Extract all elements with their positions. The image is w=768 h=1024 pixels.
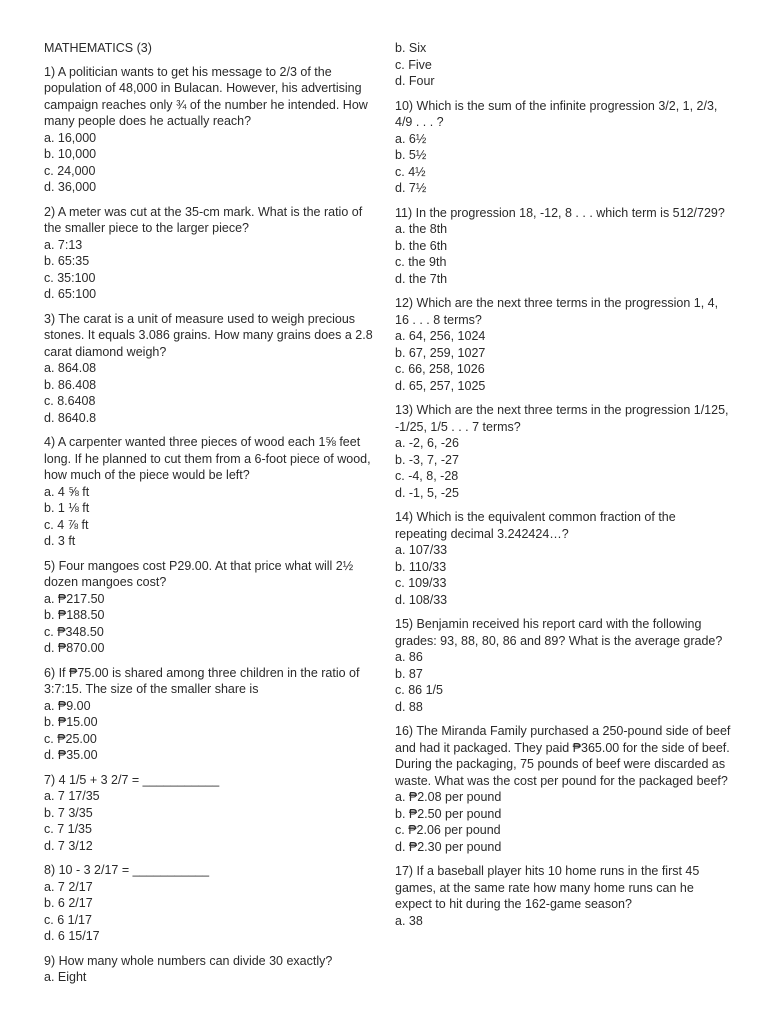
question-text: 14) Which is the equivalent common fraction of the repeating decimal 3.242424…? bbox=[395, 510, 676, 541]
option-c: c. 8.6408 bbox=[44, 394, 96, 408]
question-3 bbox=[44, 311, 380, 427]
option-c: c. 4 ⅞ ft bbox=[44, 517, 89, 532]
option-a: a. ₱2.08 per pound bbox=[395, 790, 502, 804]
question-text: 6) If ₱75.00 is shared among three children in the ratio of 3:7:15. The size of the smaller share is bbox=[44, 665, 360, 696]
question-2 bbox=[44, 204, 380, 303]
option-d: d. 36,000 bbox=[44, 180, 97, 194]
question-text: 11) In the progression 18, -12, 8 . . . which term is 512/729? bbox=[395, 205, 725, 220]
question-9 bbox=[44, 953, 380, 986]
option-b: b. 65:35 bbox=[44, 254, 90, 268]
option-a: a. ₱9.00 bbox=[44, 698, 91, 713]
option-b: b. -3, 7, -27 bbox=[395, 452, 459, 467]
option-b: b. 5½ bbox=[395, 148, 427, 162]
option-a: a. Eight bbox=[44, 970, 87, 984]
question-8 bbox=[44, 862, 380, 945]
question-5 bbox=[44, 558, 380, 657]
question-11 bbox=[395, 205, 731, 288]
option-b: b. ₱2.50 per pound bbox=[395, 806, 502, 821]
question-text: 12) Which are the next three terms in the progression 1, 4, 16 . . . 8 terms? bbox=[395, 296, 719, 327]
question-text: 4) A carpenter wanted three pieces of wood each 1⅝ feet long. If he planned to cut them from a 6-foot piece of wood, how much of the piece would be left? bbox=[44, 435, 371, 482]
question-text: 17) If a baseball player hits 10 home runs in the first 45 games, at the same rate how many home runs can he expect to hit during the 162-game season? bbox=[395, 864, 700, 911]
option-b: b. 6 2/17 bbox=[44, 896, 93, 910]
option-a: a. 16,000 bbox=[44, 130, 97, 145]
right-column bbox=[395, 40, 731, 937]
option-b: b. 10,000 bbox=[44, 147, 97, 161]
option-b: b. 110/33 bbox=[395, 559, 447, 574]
option-b: b. ₱188.50 bbox=[44, 608, 105, 622]
question-text: 16) The Miranda Family purchased a 250-pound side of beef and had it packaged. They paid ₱365.00 for the side of beef. During the packaging, 75 pounds of beef were discarded as waste. What was the cost per pound for the packaged beef? bbox=[395, 724, 731, 788]
question-text: 15) Benjamin received his report card with the following grades: 93, 88, 80, 86 and 89? What is the average grade? bbox=[395, 617, 723, 648]
option-a: a. 64, 256, 1024 bbox=[395, 329, 486, 343]
option-d: d. the 7th bbox=[395, 271, 448, 286]
option-a: a. 7 17/35 bbox=[44, 789, 100, 803]
option-c: c. 35:100 bbox=[44, 270, 96, 285]
option-b: b. ₱15.00 bbox=[44, 715, 98, 729]
question-text: 7) 4 1/5 + 3 2/7 = ___________ bbox=[44, 772, 220, 787]
option-a: a. 107/33 bbox=[395, 543, 448, 557]
option-b: b. 87 bbox=[395, 666, 423, 681]
option-d: d. 108/33 bbox=[395, 592, 448, 607]
option-a: a. 7:13 bbox=[44, 237, 83, 252]
page-title: MATHEMATICS (3) bbox=[44, 41, 152, 55]
option-d: d. 65:100 bbox=[44, 287, 97, 301]
option-c: c. ₱25.00 bbox=[44, 731, 97, 746]
question-9-continued bbox=[395, 40, 731, 90]
option-c: c. the 9th bbox=[395, 255, 447, 269]
left-column bbox=[44, 40, 380, 994]
option-b: b. 1 ⅛ ft bbox=[44, 501, 90, 515]
question-text: 8) 10 - 3 2/17 = ___________ bbox=[44, 863, 210, 877]
question-text: 3) The carat is a unit of measure used to weigh precious stones. It equals 3.086 grains. How many grains does a 2.8 carat diamond weigh? bbox=[44, 311, 373, 359]
option-d: d. ₱2.30 per pound bbox=[395, 839, 502, 854]
option-d: d. 7 3/12 bbox=[44, 838, 93, 853]
option-c: c. ₱2.06 per pound bbox=[395, 823, 501, 837]
option-d: d. 3 ft bbox=[44, 534, 76, 548]
question-text: 2) A meter was cut at the 35-cm mark. What is the ratio of the smaller piece to the larger piece? bbox=[44, 204, 363, 235]
question-4 bbox=[44, 434, 380, 550]
option-c: c. 24,000 bbox=[44, 163, 96, 178]
question-text: 5) Four mangoes cost P29.00. At that price what will 2½ dozen mangoes cost? bbox=[44, 558, 354, 589]
option-a: a. ₱217.50 bbox=[44, 591, 105, 606]
option-a: a. 4 ⅝ ft bbox=[44, 484, 90, 499]
option-d: d. ₱35.00 bbox=[44, 748, 98, 762]
option-c: c. ₱348.50 bbox=[44, 624, 104, 639]
option-b: b. 86.408 bbox=[44, 377, 97, 392]
question-text: 9) How many whole numbers can divide 30 exactly? bbox=[44, 953, 333, 968]
option-c: c. 7 1/35 bbox=[44, 822, 92, 836]
option-c: c. 4½ bbox=[395, 164, 426, 179]
question-6 bbox=[44, 665, 380, 764]
option-a: a. the 8th bbox=[395, 222, 448, 236]
option-d: d. ₱870.00 bbox=[44, 641, 105, 655]
option-b: b. Six bbox=[395, 41, 427, 55]
option-a: a. 6½ bbox=[395, 131, 427, 146]
question-13 bbox=[395, 402, 731, 501]
option-d: d. -1, 5, -25 bbox=[395, 485, 459, 500]
option-d: d. 7½ bbox=[395, 181, 427, 195]
question-15 bbox=[395, 616, 731, 715]
question-12 bbox=[395, 295, 731, 394]
question-14 bbox=[395, 509, 731, 608]
option-c: c. 66, 258, 1026 bbox=[395, 362, 485, 376]
question-17 bbox=[395, 863, 731, 929]
option-c: c. -4, 8, -28 bbox=[395, 469, 459, 483]
option-a: a. 38 bbox=[395, 913, 423, 928]
question-text: 13) Which are the next three terms in the progression 1/125, -1/25, 1/5 . . . 7 terms? bbox=[395, 403, 729, 434]
option-d: d. 6 15/17 bbox=[44, 929, 100, 943]
question-1 bbox=[44, 64, 380, 196]
option-b: b. 67, 259, 1027 bbox=[395, 345, 486, 360]
question-list bbox=[44, 64, 380, 986]
option-d: d. 8640.8 bbox=[44, 410, 97, 425]
option-d: d. Four bbox=[395, 74, 435, 88]
option-d: d. 65, 257, 1025 bbox=[395, 378, 486, 393]
question-16 bbox=[395, 723, 731, 855]
option-c: c. 6 1/17 bbox=[44, 912, 92, 927]
option-c: c. 86 1/5 bbox=[395, 683, 443, 697]
option-b: b. the 6th bbox=[395, 238, 448, 253]
question-text: 10) Which is the sum of the infinite progression 3/2, 1, 2/3, 4/9 . . . ? bbox=[395, 98, 718, 129]
option-a: a. 864.08 bbox=[44, 361, 97, 375]
option-c: c. Five bbox=[395, 57, 432, 72]
option-b: b. 7 3/35 bbox=[44, 805, 93, 820]
option-a: a. 86 bbox=[395, 650, 423, 664]
option-a: a. -2, 6, -26 bbox=[395, 436, 459, 450]
option-a: a. 7 2/17 bbox=[44, 879, 93, 894]
option-c: c. 109/33 bbox=[395, 576, 447, 590]
option-d: d. 88 bbox=[395, 699, 423, 714]
question-text: 1) A politician wants to get his message to 2/3 of the population of 48,000 in Bulacan. However, his advertising campaign reaches only ¾ of the number he intended. How many people does he actually reach? bbox=[44, 64, 368, 128]
question-7 bbox=[44, 772, 380, 855]
question-10 bbox=[395, 98, 731, 197]
